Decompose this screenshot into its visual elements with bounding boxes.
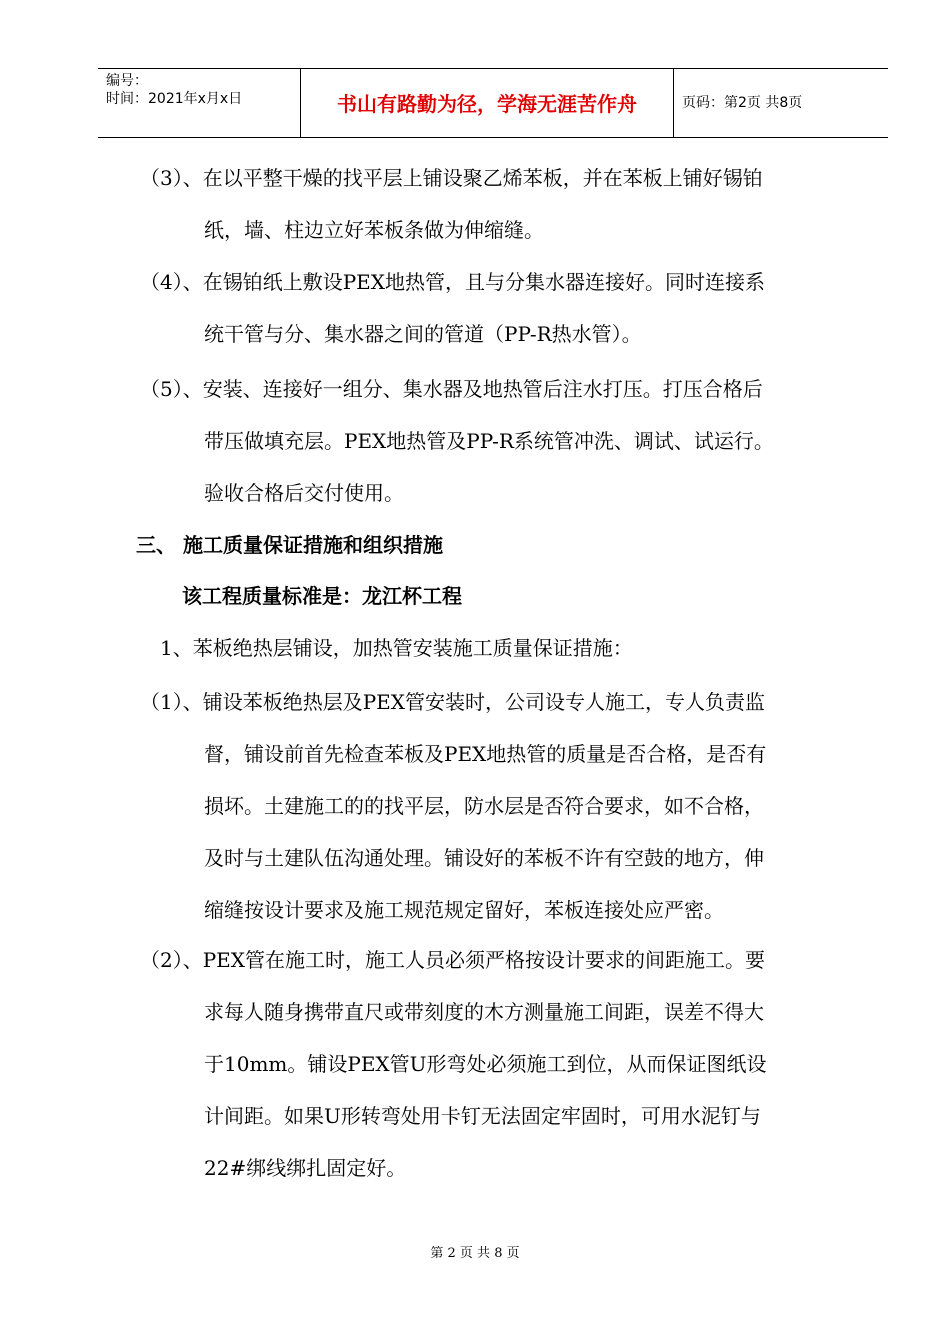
page-footer: 第 2 页 共 8 页 xyxy=(430,1246,520,1261)
quality-standard-line: 该工程质量标准是：龙江杯工程 xyxy=(182,584,462,608)
measure-2-line-4: 计间距。如果U形转弯处用卡钉无法固定牢固时，可用水泥钉与 xyxy=(204,1104,761,1128)
document-date-label: 时间：2021年x月x日 xyxy=(106,91,243,107)
measure-2-line-1: （2）、PEX管在施工时，施工人员必须严格按设计要求的间距施工。要 xyxy=(140,948,766,972)
item-3-line-1: （3）、在以平整干燥的找平层上铺设聚乙烯苯板，并在苯板上铺好锡铂 xyxy=(140,166,763,190)
measure-1-line-4: 及时与土建队伍沟通处理。铺设好的苯板不许有空鼓的地方，伸 xyxy=(204,846,764,870)
document-number-label: 编号： xyxy=(106,73,148,89)
item-5-line-3: 验收合格后交付使用。 xyxy=(204,481,404,505)
section-3-heading: 三、 施工质量保证措施和组织措施 xyxy=(136,533,443,557)
measure-1-line-2: 督，铺设前首先检查苯板及PEX地热管的质量是否合格，是否有 xyxy=(204,742,767,766)
item-3-line-2: 纸，墙、柱边立好苯板条做为伸缩缝。 xyxy=(204,218,544,242)
item-4-line-2: 统干管与分、集水器之间的管道（PP-R热水管）。 xyxy=(204,322,642,346)
measure-2-line-2: 求每人随身携带直尺或带刻度的木方测量施工间距，误差不得大 xyxy=(204,1000,764,1024)
page-header xyxy=(98,68,888,138)
measure-2-line-5: 22#绑线绑扎固定好。 xyxy=(204,1156,407,1180)
subsection-1-heading: 1、苯板绝热层铺设，加热管安装施工质量保证措施： xyxy=(160,636,633,660)
header-motto: 书山有路勤为径，学海无涯苦作舟 xyxy=(337,92,637,116)
item-5-line-2: 带压做填充层。PEX地热管及PP-R系统管冲洗、调试、试运行。 xyxy=(204,429,774,453)
header-middle-cell xyxy=(300,69,674,137)
header-page-info: 页码：第2页 共8页 xyxy=(682,95,803,111)
measure-1-line-3: 损坏。土建施工的的找平层，防水层是否符合要求，如不合格， xyxy=(204,794,764,818)
item-4-line-1: （4）、在锡铂纸上敷设PEX地热管，且与分集水器连接好。同时连接系 xyxy=(140,270,766,294)
header-right-cell xyxy=(674,69,888,137)
measure-1-line-1: （1）、铺设苯板绝热层及PEX管安装时，公司设专人施工，专人负责监 xyxy=(140,690,766,714)
item-5-line-1: （5）、安装、连接好一组分、集水器及地热管后注水打压。打压合格后 xyxy=(140,377,763,401)
measure-1-line-5: 缩缝按设计要求及施工规范规定留好，苯板连接处应严密。 xyxy=(204,898,724,922)
header-left-cell xyxy=(98,69,300,137)
measure-2-line-3: 于10mm。铺设PEX管U形弯处必须施工到位，从而保证图纸设 xyxy=(204,1052,767,1076)
